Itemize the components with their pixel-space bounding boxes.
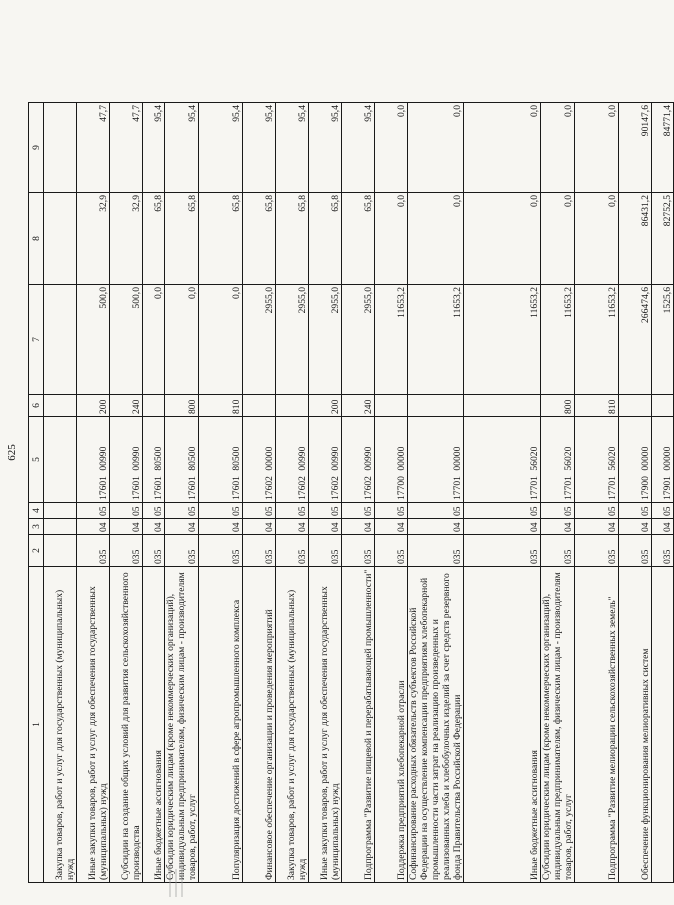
amount-col7-cell: 11653,2 [541, 285, 575, 395]
amount-col9-cell: 95,4 [309, 103, 342, 193]
section-code-cell: 04 [342, 519, 375, 535]
amount-col8-cell: 65,8 [309, 193, 342, 285]
target-article-cell: 17601 80500 [143, 417, 165, 503]
expense-type-cell: 240 [342, 395, 375, 417]
amount-col7-cell: 1525,6 [652, 285, 674, 395]
row-name-cell: Подпрограмма "Развитие пищевой и перерабатывающей промышленности" [342, 567, 375, 883]
amount-col8-cell: 82752,5 [652, 193, 674, 285]
target-article-cell: 17601 80500 [165, 417, 199, 503]
subsection-code-cell: 05 [375, 503, 408, 519]
row-name-cell: Иные закупки товаров, работ и услуг для обеспечения государственных (муниципальных) нужд [309, 567, 342, 883]
target-article-cell: 17602 00000 [243, 417, 276, 503]
amount-col7-cell: 2955,0 [309, 285, 342, 395]
amount-col9-cell: 47,7 [77, 103, 110, 193]
target-article-cell: 17701 56020 [575, 417, 619, 503]
subsection-code-cell: 05 [143, 503, 165, 519]
amount-col9-cell: 95,4 [342, 103, 375, 193]
grbs-code-cell: 035 [309, 535, 342, 567]
grbs-code-cell: 035 [243, 535, 276, 567]
expense-type-cell: 200 [77, 395, 110, 417]
target-article-cell: 17602 00990 [276, 417, 309, 503]
target-article-cell: 17701 56020 [464, 417, 541, 503]
header-cell: 7 [29, 285, 44, 395]
amount-col8-cell: 0,0 [464, 193, 541, 285]
row-name-cell: Подпрограмма "Развитие мелиорации сельскохозяйственных земель" [575, 567, 619, 883]
section-code-cell: 04 [619, 519, 652, 535]
amount-col7-cell: 500,0 [110, 285, 143, 395]
amount-col8-cell: 65,8 [342, 193, 375, 285]
header-cell: 3 [29, 519, 44, 535]
grbs-code-cell: 035 [652, 535, 674, 567]
target-article-cell: 17602 00990 [342, 417, 375, 503]
target-article-cell: 17901 00000 [652, 417, 674, 503]
amount-col7-cell: 0,0 [143, 285, 165, 395]
amount-col9-cell: 0,0 [575, 103, 619, 193]
section-code-cell: 04 [276, 519, 309, 535]
amount-col9-cell: 84771,4 [652, 103, 674, 193]
section-code-cell: 04 [541, 519, 575, 535]
grbs-code-cell: 035 [541, 535, 575, 567]
header-cell: 8 [29, 193, 44, 285]
row-name-cell: Софинансирование расходных обязательств субъектов Российской Федерации на осуществление компенсации предприятиям хлебопекарной промышленности части затрат на реализацию произведенных и реализованных хлеба и хлебобулочных изделий за счет средств резервного фонда Правительства Российской Федерации [408, 567, 464, 883]
section-code-cell: 04 [199, 519, 243, 535]
amount-col9-cell: 95,4 [199, 103, 243, 193]
amount-col9-cell: 95,4 [276, 103, 309, 193]
amount-col8-cell: 0,0 [408, 193, 464, 285]
amount-col8-cell: 32,9 [110, 193, 143, 285]
amount-col9-cell: 0,0 [375, 103, 408, 193]
target-article-cell: 17601 80500 [199, 417, 243, 503]
row-name-cell: Финансовое обеспечение организации и проведения мероприятий [243, 567, 276, 883]
amount-col9-cell: 95,4 [165, 103, 199, 193]
row-name-cell: Популяризация достижений в сфере агропромышленного комплекса [199, 567, 243, 883]
page-number: 625 [6, 444, 18, 461]
header-cell: 5 [29, 417, 44, 503]
grbs-code-cell: 035 [464, 535, 541, 567]
amount-col7-cell: 500,0 [77, 285, 110, 395]
amount-col8-cell: 0,0 [575, 193, 619, 285]
row-name-cell: Иные бюджетные ассигнования [143, 567, 165, 883]
amount-col8-cell: 86431,2 [619, 193, 652, 285]
section-code-cell: 04 [77, 519, 110, 535]
amount-col7-cell: 11653,2 [408, 285, 464, 395]
expense-type-cell: 240 [110, 395, 143, 417]
section-code-cell: 04 [652, 519, 674, 535]
row-name-cell: Закупка товаров, работ и услуг для государственных (муниципальных) нужд [276, 567, 309, 883]
subsection-code-cell: 05 [276, 503, 309, 519]
subsection-code-cell: 05 [110, 503, 143, 519]
target-article-cell: 17900 00000 [619, 417, 652, 503]
section-code-cell: 04 [309, 519, 342, 535]
amount-col9-cell: 95,4 [143, 103, 165, 193]
grbs-code-cell: 035 [342, 535, 375, 567]
header-cell: 6 [29, 395, 44, 417]
subsection-code-cell: 05 [619, 503, 652, 519]
amount-col7-cell: 11653,2 [464, 285, 541, 395]
grbs-code-cell: 035 [408, 535, 464, 567]
row-name-cell: Иные закупки товаров, работ и услуг для обеспечения государственных (муниципальных) нужд [77, 567, 110, 883]
target-article-cell: 17601 00990 [110, 417, 143, 503]
subsection-code-cell: 05 [408, 503, 464, 519]
amount-col8-cell: 65,8 [243, 193, 276, 285]
section-code-cell: 04 [575, 519, 619, 535]
subsection-code-cell: 05 [165, 503, 199, 519]
subsection-code-cell: 05 [575, 503, 619, 519]
expense-type-cell: 810 [199, 395, 243, 417]
subsection-code-cell: 05 [199, 503, 243, 519]
subsection-code-cell: 05 [464, 503, 541, 519]
amount-col7-cell: 11653,2 [375, 285, 408, 395]
row-name-cell: Поддержка предприятий хлебопекарной отрасли [375, 567, 408, 883]
grbs-code-cell: 035 [165, 535, 199, 567]
amount-col9-cell: 95,4 [243, 103, 276, 193]
expense-type-cell: 810 [575, 395, 619, 417]
section-code-cell: 04 [408, 519, 464, 535]
amount-col8-cell: 65,8 [143, 193, 165, 285]
subsection-code-cell: 05 [77, 503, 110, 519]
grbs-code-cell: 035 [143, 535, 165, 567]
grbs-code-cell: 035 [110, 535, 143, 567]
amount-col8-cell: 65,8 [276, 193, 309, 285]
expense-type-cell: 800 [165, 395, 199, 417]
amount-col8-cell: 32,9 [77, 193, 110, 285]
table-row [652, 103, 674, 883]
header-cell: 2 [29, 535, 44, 567]
section-code-cell: 04 [110, 519, 143, 535]
row-name-cell [652, 567, 674, 883]
amount-col9-cell: 47,7 [110, 103, 143, 193]
target-article-cell: 17601 00990 [77, 417, 110, 503]
amount-col7-cell: 2955,0 [342, 285, 375, 395]
subsection-code-cell: 05 [541, 503, 575, 519]
subsection-code-cell: 05 [652, 503, 674, 519]
subsection-code-cell: 05 [342, 503, 375, 519]
row-name-cell: Субсидии юридическим лицам (кроме некоммерческих организаций), индивидуальным предпринимателям, физическим лицам - производителям товаров, работ, услуг [541, 567, 575, 883]
amount-col8-cell: 65,8 [165, 193, 199, 285]
row-name-cell: Обеспечение функционирования мелиоративных систем [619, 567, 652, 883]
row-name-cell: Субсидии на создание общих условий для развития сельскохозяйственного производства [110, 567, 143, 883]
target-article-cell: 17701 00000 [408, 417, 464, 503]
grbs-code-cell: 035 [375, 535, 408, 567]
amount-col8-cell: 65,8 [199, 193, 243, 285]
grbs-code-cell: 035 [276, 535, 309, 567]
header-cell: 4 [29, 503, 44, 519]
target-article-cell: 17602 00990 [309, 417, 342, 503]
row-name-cell: Иные бюджетные ассигнования [464, 567, 541, 883]
subsection-code-cell: 05 [309, 503, 342, 519]
grbs-code-cell: 035 [575, 535, 619, 567]
section-code-cell: 04 [375, 519, 408, 535]
amount-col9-cell: 0,0 [541, 103, 575, 193]
amount-col8-cell: 0,0 [541, 193, 575, 285]
amount-col9-cell: 90147,6 [619, 103, 652, 193]
grbs-code-cell: 035 [199, 535, 243, 567]
amount-col7-cell: 0,0 [165, 285, 199, 395]
amount-col7-cell: 266474,6 [619, 285, 652, 395]
amount-col9-cell: 0,0 [464, 103, 541, 193]
amount-col8-cell: 0,0 [375, 193, 408, 285]
grbs-code-cell: 035 [77, 535, 110, 567]
section-code-cell: 04 [243, 519, 276, 535]
expense-type-cell [652, 395, 674, 417]
row-name-cell: Субсидии юридическим лицам (кроме некоммерческих организаций), индивидуальным предпринимателям, физическим лицам - производителям товаров, работ, услуг [165, 567, 199, 883]
row-name-cell: Закупка товаров, работ и услуг для государственных (муниципальных) нужд [44, 567, 77, 883]
header-cell: 1 [29, 567, 44, 883]
expense-type-cell: 200 [309, 395, 342, 417]
target-article-cell: 17700 00000 [375, 417, 408, 503]
amount-col7-cell: 2955,0 [243, 285, 276, 395]
header-cell: 9 [29, 103, 44, 193]
subsection-code-cell: 05 [243, 503, 276, 519]
section-code-cell: 04 [143, 519, 165, 535]
amount-col7-cell: 0,0 [199, 285, 243, 395]
expense-type-cell: 800 [541, 395, 575, 417]
grbs-code-cell: 035 [619, 535, 652, 567]
section-code-cell: 04 [464, 519, 541, 535]
amount-col7-cell: 11653,2 [575, 285, 619, 395]
section-code-cell: 04 [165, 519, 199, 535]
amount-col7-cell: 2955,0 [276, 285, 309, 395]
amount-col9-cell: 0,0 [408, 103, 464, 193]
target-article-cell: 17701 56020 [541, 417, 575, 503]
